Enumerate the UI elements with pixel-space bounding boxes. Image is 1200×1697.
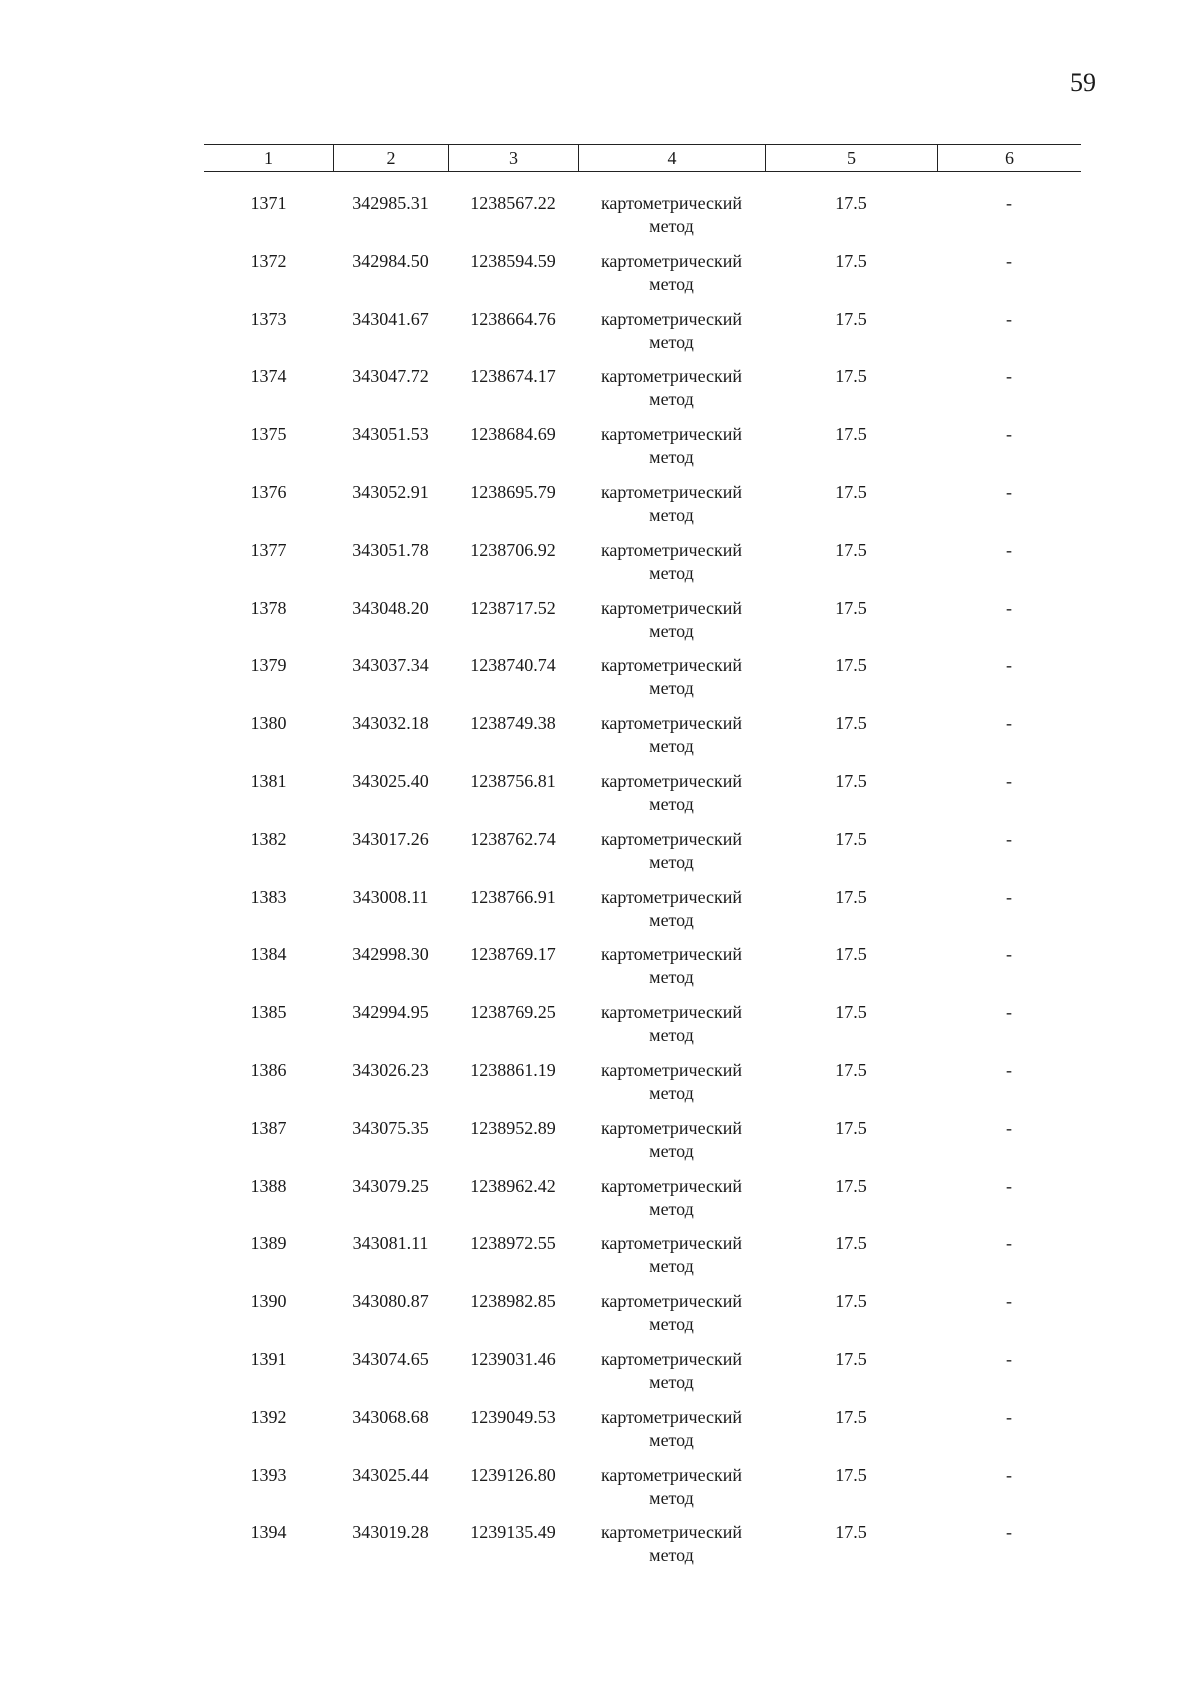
point-number-cell: 1391	[250, 1348, 287, 1369]
header-cell-6: 6	[937, 145, 1081, 171]
point-number-cell: 1394	[250, 1522, 287, 1543]
x-coordinate-cell: 343041.67	[352, 308, 429, 329]
coordinates-table	[204, 144, 1081, 1579]
method-line-1: картометрический	[600, 1117, 743, 1138]
table-row	[204, 654, 1081, 712]
y-coordinate-cell: 1239126.80	[470, 1464, 556, 1485]
table-row	[204, 1117, 1081, 1175]
note-cell: -	[1006, 481, 1012, 502]
y-coordinate-cell: 1238740.74	[470, 655, 556, 676]
table-row	[204, 712, 1081, 770]
note-cell: -	[1006, 424, 1012, 445]
method-line-1: картометрический	[600, 1059, 743, 1080]
table-row	[204, 943, 1081, 1001]
point-number-cell: 1393	[250, 1464, 287, 1485]
x-coordinate-cell: 343047.72	[352, 366, 429, 387]
header-cell-5: 5	[765, 145, 937, 171]
accuracy-cell: 17.5	[835, 1002, 867, 1023]
note-cell: -	[1006, 1464, 1012, 1485]
table-row	[204, 1175, 1081, 1233]
accuracy-cell: 17.5	[835, 1522, 867, 1543]
point-number-cell: 1384	[250, 944, 287, 965]
y-coordinate-cell: 1238695.79	[470, 481, 556, 502]
accuracy-cell: 17.5	[835, 828, 867, 849]
point-number-cell: 1383	[250, 886, 287, 907]
method-line-1: картометрический	[600, 250, 743, 271]
method-cell	[578, 770, 765, 828]
x-coordinate-cell: 343081.11	[352, 1233, 429, 1254]
method-line-2: метод	[649, 562, 694, 583]
x-coordinate-cell: 343032.18	[352, 713, 429, 734]
method-line-2: метод	[649, 1198, 694, 1219]
method-line-1: картометрический	[600, 828, 743, 849]
x-coordinate-cell: 343068.68	[352, 1406, 429, 1427]
note-cell: -	[1006, 1233, 1012, 1254]
y-coordinate-cell: 1238962.42	[470, 1175, 556, 1196]
y-coordinate-cell: 1238684.69	[470, 424, 556, 445]
table-row	[204, 1001, 1081, 1059]
accuracy-cell: 17.5	[835, 250, 867, 271]
point-number-cell: 1377	[250, 539, 287, 560]
accuracy-cell: 17.5	[835, 597, 867, 618]
table-row	[204, 1348, 1081, 1406]
accuracy-cell: 17.5	[835, 1117, 867, 1138]
method-line-2: метод	[649, 678, 694, 699]
x-coordinate-cell: 343019.28	[352, 1522, 429, 1543]
method-cell	[578, 1117, 765, 1175]
accuracy-cell: 17.5	[835, 1233, 867, 1254]
note-cell: -	[1006, 1348, 1012, 1369]
accuracy-cell: 17.5	[835, 539, 867, 560]
point-number-cell: 1373	[250, 308, 287, 329]
method-line-2: метод	[649, 504, 694, 525]
accuracy-cell: 17.5	[835, 655, 867, 676]
accuracy-cell: 17.5	[835, 1175, 867, 1196]
note-cell: -	[1006, 1522, 1012, 1543]
method-line-2: метод	[649, 1314, 694, 1335]
note-cell: -	[1006, 944, 1012, 965]
method-line-2: метод	[649, 736, 694, 757]
x-coordinate-cell: 342984.50	[352, 250, 429, 271]
point-number-cell: 1389	[250, 1233, 287, 1254]
method-line-1: картометрический	[600, 1002, 743, 1023]
method-cell	[578, 712, 765, 770]
header-cell-4: 4	[578, 145, 765, 171]
method-cell	[578, 1059, 765, 1117]
method-cell	[578, 654, 765, 712]
x-coordinate-cell: 342985.31	[352, 193, 429, 213]
accuracy-cell: 17.5	[835, 424, 867, 445]
method-cell	[578, 1521, 765, 1579]
method-line-1: картометрический	[600, 481, 743, 502]
y-coordinate-cell: 1238567.22	[470, 193, 556, 213]
method-line-1: картометрический	[600, 424, 743, 445]
note-cell: -	[1006, 597, 1012, 618]
method-cell	[578, 1001, 765, 1059]
method-line-2: метод	[649, 331, 694, 352]
point-number-cell: 1382	[250, 828, 287, 849]
table-row	[204, 1406, 1081, 1464]
y-coordinate-cell: 1238769.25	[470, 1002, 556, 1023]
method-cell	[578, 1348, 765, 1406]
method-line-2: метод	[649, 1140, 694, 1161]
x-coordinate-cell: 342994.95	[352, 1002, 429, 1023]
accuracy-cell: 17.5	[835, 308, 867, 329]
x-coordinate-cell: 343079.25	[352, 1175, 429, 1196]
method-cell	[578, 1232, 765, 1290]
x-coordinate-cell: 343025.40	[352, 770, 429, 791]
x-coordinate-cell: 343052.91	[352, 481, 429, 502]
method-cell	[578, 539, 765, 597]
method-line-1: картометрический	[600, 1406, 743, 1427]
table-row	[204, 1464, 1081, 1522]
method-line-2: метод	[649, 389, 694, 410]
note-cell: -	[1006, 193, 1012, 213]
method-line-1: картометрический	[600, 770, 743, 791]
table-row	[204, 1521, 1081, 1579]
accuracy-cell: 17.5	[835, 1291, 867, 1312]
accuracy-cell: 17.5	[835, 1406, 867, 1427]
method-line-2: метод	[649, 909, 694, 930]
y-coordinate-cell: 1238749.38	[470, 713, 556, 734]
method-cell	[578, 828, 765, 886]
method-line-1: картометрический	[600, 539, 743, 560]
x-coordinate-cell: 343037.34	[352, 655, 429, 676]
method-line-1: картометрический	[600, 193, 743, 213]
method-line-1: картометрический	[600, 1233, 743, 1254]
point-number-cell: 1385	[250, 1002, 287, 1023]
method-cell	[578, 423, 765, 481]
header-cell-3: 3	[448, 145, 578, 171]
point-number-cell: 1392	[250, 1406, 287, 1427]
method-line-2: метод	[649, 967, 694, 988]
method-line-1: картометрический	[600, 1291, 743, 1312]
x-coordinate-cell: 343008.11	[352, 886, 429, 907]
method-line-2: метод	[649, 1487, 694, 1508]
method-cell	[578, 1290, 765, 1348]
method-line-2: метод	[649, 273, 694, 294]
header-cell-2: 2	[333, 145, 448, 171]
table-row	[204, 828, 1081, 886]
y-coordinate-cell: 1238861.19	[470, 1059, 556, 1080]
table-row	[204, 192, 1081, 250]
y-coordinate-cell: 1239049.53	[470, 1406, 556, 1427]
y-coordinate-cell: 1238706.92	[470, 539, 556, 560]
method-line-2: метод	[649, 1256, 694, 1277]
point-number-cell: 1381	[250, 770, 287, 791]
x-coordinate-cell: 343025.44	[352, 1464, 429, 1485]
table-row	[204, 423, 1081, 481]
point-number-cell: 1386	[250, 1059, 287, 1080]
method-line-2: метод	[649, 1082, 694, 1103]
note-cell: -	[1006, 1002, 1012, 1023]
method-cell	[578, 481, 765, 539]
table-row	[204, 308, 1081, 366]
y-coordinate-cell: 1238717.52	[470, 597, 556, 618]
method-line-1: картометрический	[600, 1348, 743, 1369]
accuracy-cell: 17.5	[835, 193, 867, 213]
note-cell: -	[1006, 308, 1012, 329]
method-cell	[578, 1464, 765, 1522]
table-row	[204, 481, 1081, 539]
accuracy-cell: 17.5	[835, 1059, 867, 1080]
method-line-1: картометрический	[600, 713, 743, 734]
method-cell	[578, 365, 765, 423]
method-line-1: картометрический	[600, 1464, 743, 1485]
y-coordinate-cell: 1239135.49	[470, 1522, 556, 1543]
note-cell: -	[1006, 1406, 1012, 1427]
table-row	[204, 1290, 1081, 1348]
method-cell	[578, 250, 765, 308]
page-number: 59	[1070, 68, 1096, 97]
table-row	[204, 250, 1081, 308]
method-line-1: картометрический	[600, 366, 743, 387]
header-cell-1: 1	[264, 148, 273, 168]
x-coordinate-cell: 343075.35	[352, 1117, 429, 1138]
note-cell: -	[1006, 1291, 1012, 1312]
method-line-1: картометрический	[600, 655, 743, 676]
y-coordinate-cell: 1238756.81	[470, 770, 556, 791]
method-cell	[578, 1406, 765, 1464]
y-coordinate-cell: 1238762.74	[470, 828, 556, 849]
y-coordinate-cell: 1238952.89	[470, 1117, 556, 1138]
note-cell: -	[1006, 828, 1012, 849]
table-row	[204, 597, 1081, 655]
accuracy-cell: 17.5	[835, 1464, 867, 1485]
x-coordinate-cell: 343080.87	[352, 1291, 429, 1312]
table-row	[204, 365, 1081, 423]
note-cell: -	[1006, 770, 1012, 791]
note-cell: -	[1006, 366, 1012, 387]
y-coordinate-cell: 1238982.85	[470, 1291, 556, 1312]
method-line-2: метод	[649, 1371, 694, 1392]
accuracy-cell: 17.5	[835, 886, 867, 907]
accuracy-cell: 17.5	[835, 770, 867, 791]
method-cell	[578, 597, 765, 655]
point-number-cell: 1379	[250, 655, 287, 676]
point-number-cell: 1375	[250, 424, 287, 445]
method-line-2: метод	[649, 1545, 694, 1566]
x-coordinate-cell: 342998.30	[352, 944, 429, 965]
note-cell: -	[1006, 1175, 1012, 1196]
point-number-cell: 1374	[250, 366, 287, 387]
point-number-cell: 1371	[250, 193, 287, 213]
y-coordinate-cell: 1238674.17	[470, 366, 556, 387]
table-row	[204, 886, 1081, 944]
method-line-1: картометрический	[600, 308, 743, 329]
y-coordinate-cell: 1238594.59	[470, 250, 556, 271]
method-line-1: картометрический	[600, 886, 743, 907]
point-number-cell: 1376	[250, 481, 287, 502]
table-header-row	[204, 144, 1081, 172]
point-number-cell: 1380	[250, 713, 287, 734]
accuracy-cell: 17.5	[835, 366, 867, 387]
note-cell: -	[1006, 713, 1012, 734]
method-line-2: метод	[649, 216, 694, 236]
method-line-2: метод	[649, 620, 694, 641]
method-line-1: картометрический	[600, 1175, 743, 1196]
note-cell: -	[1006, 886, 1012, 907]
method-line-1: картометрический	[600, 944, 743, 965]
method-line-1: картометрический	[600, 1522, 743, 1543]
y-coordinate-cell: 1239031.46	[470, 1348, 556, 1369]
method-line-2: метод	[649, 447, 694, 468]
x-coordinate-cell: 343026.23	[352, 1059, 429, 1080]
note-cell: -	[1006, 539, 1012, 560]
table-row	[204, 1232, 1081, 1290]
x-coordinate-cell: 343048.20	[352, 597, 429, 618]
table-row	[204, 539, 1081, 597]
point-number-cell: 1372	[250, 250, 287, 271]
accuracy-cell: 17.5	[835, 713, 867, 734]
y-coordinate-cell: 1238766.91	[470, 886, 556, 907]
table-body	[204, 192, 1081, 1579]
note-cell: -	[1006, 250, 1012, 271]
y-coordinate-cell: 1238664.76	[470, 308, 556, 329]
method-line-1: картометрический	[600, 597, 743, 618]
x-coordinate-cell: 343051.78	[352, 539, 429, 560]
method-line-2: метод	[649, 1025, 694, 1046]
point-number-cell: 1390	[250, 1291, 287, 1312]
point-number-cell: 1378	[250, 597, 287, 618]
x-coordinate-cell: 343017.26	[352, 828, 429, 849]
note-cell: -	[1006, 1117, 1012, 1138]
note-cell: -	[1006, 1059, 1012, 1080]
table-row	[204, 770, 1081, 828]
point-number-cell: 1388	[250, 1175, 287, 1196]
x-coordinate-cell: 343074.65	[352, 1348, 429, 1369]
point-number-cell: 1387	[250, 1117, 287, 1138]
method-cell	[578, 943, 765, 1001]
accuracy-cell: 17.5	[835, 1348, 867, 1369]
method-line-2: метод	[649, 851, 694, 872]
method-cell	[578, 192, 765, 250]
x-coordinate-cell: 343051.53	[352, 424, 429, 445]
accuracy-cell: 17.5	[835, 944, 867, 965]
method-line-2: метод	[649, 1429, 694, 1450]
method-line-2: метод	[649, 793, 694, 814]
accuracy-cell: 17.5	[835, 481, 867, 502]
method-cell	[578, 1175, 765, 1233]
y-coordinate-cell: 1238769.17	[470, 944, 556, 965]
y-coordinate-cell: 1238972.55	[470, 1233, 556, 1254]
method-cell	[578, 886, 765, 944]
method-cell	[578, 308, 765, 366]
table-row	[204, 1059, 1081, 1117]
note-cell: -	[1006, 655, 1012, 676]
